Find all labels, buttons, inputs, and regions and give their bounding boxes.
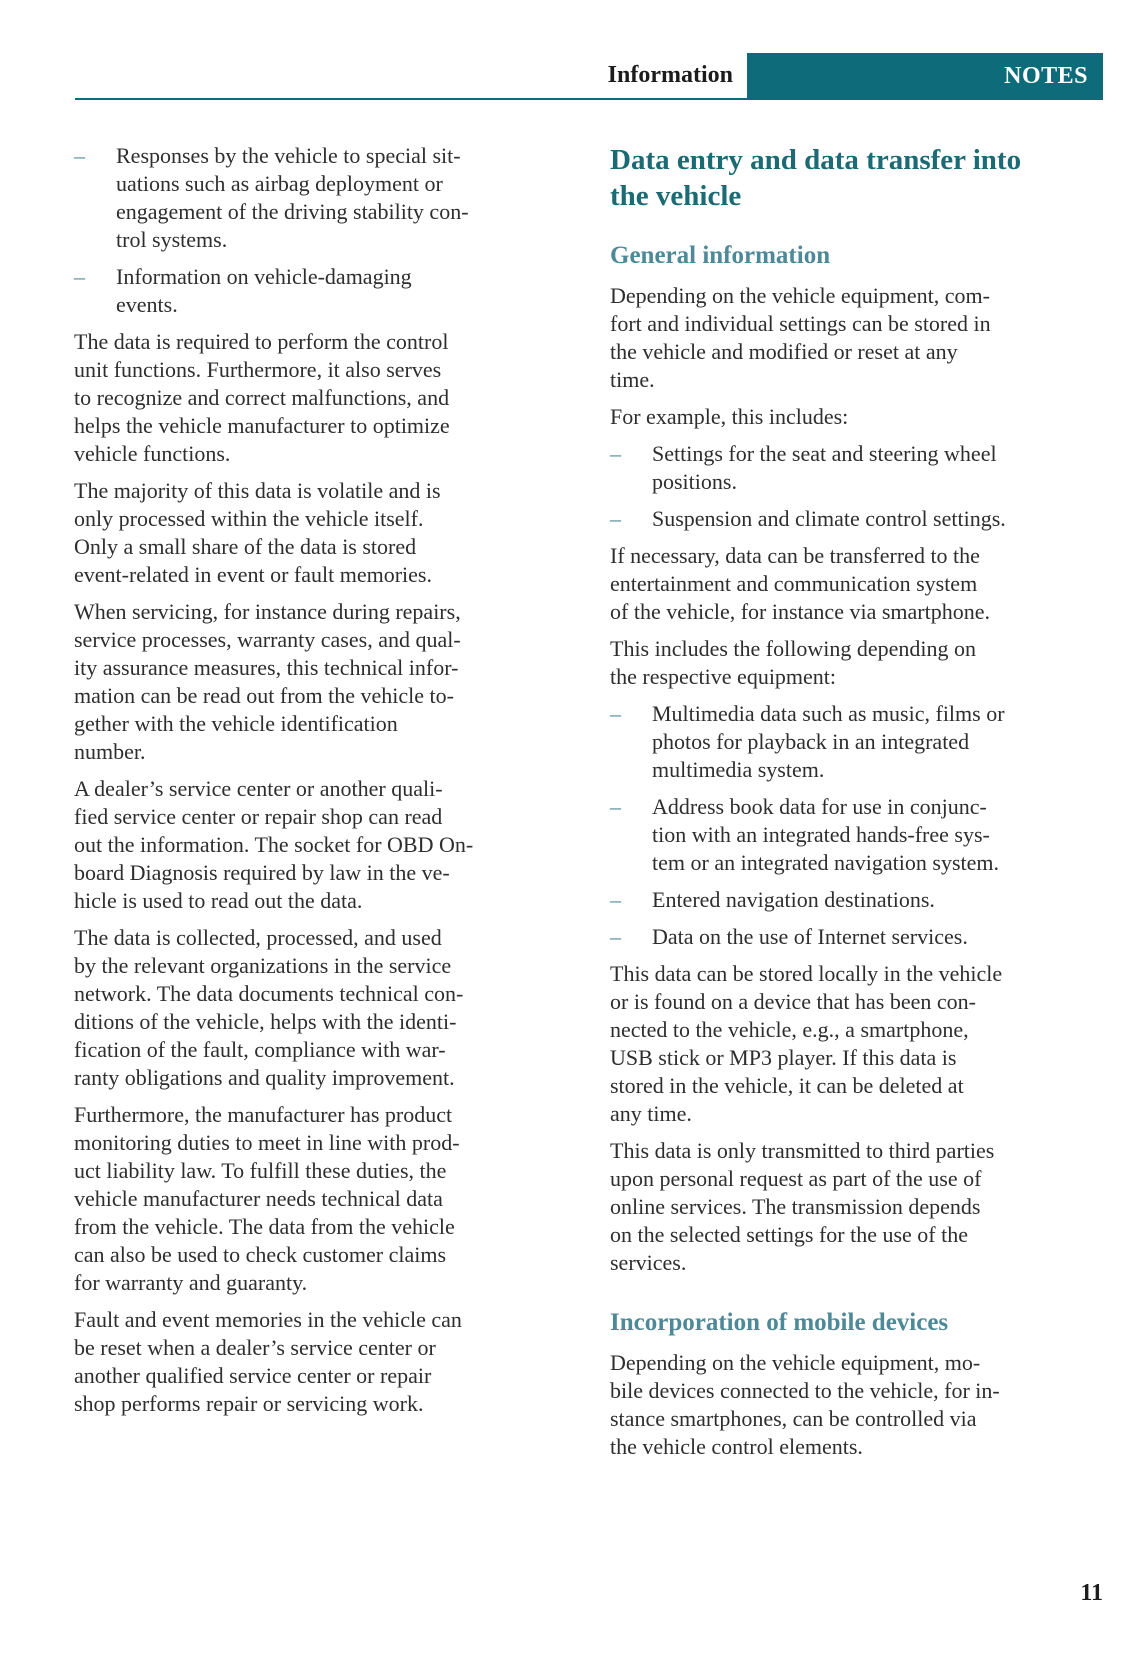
- dash-bullet-icon: –: [610, 794, 621, 819]
- list-item-text: Suspension and climate control settings.: [652, 506, 1006, 531]
- list-item: [610, 793, 1110, 877]
- list-item-text: Address book data for use in conjunc- tion with an integrated hands-free sys- tem or an integrated navigation system.: [652, 794, 1000, 875]
- paragraph: Depending on the vehicle equipment, mo- bile devices connected to the vehicle, for in- stance smartphones, can be controlled via the vehicle control elements.: [610, 1350, 1000, 1459]
- paragraph: Depending on the vehicle equipment, com- fort and individual settings can be stored in the vehicle and modified or reset at any time.: [610, 283, 991, 392]
- paragraph: This data can be stored locally in the vehicle or is found on a device that has been con- nected to the vehicle, e.g., a smartphone, USB stick or MP3 player. If this data is stored in the vehicle, it can be deleted at any time.: [610, 961, 1003, 1126]
- list-item: [74, 142, 574, 254]
- list-item-text: Data on the use of Internet services.: [652, 924, 968, 949]
- list-item: [610, 440, 1110, 496]
- dash-bullet-icon: –: [610, 441, 621, 466]
- dash-bullet-icon: –: [610, 506, 621, 531]
- list-item-text: Entered navigation destinations.: [652, 887, 935, 912]
- paragraph: If necessary, data can be transferred to the entertainment and communication system of the vehicle, for instance via smartphone.: [610, 543, 990, 624]
- dash-bullet-icon: –: [74, 143, 85, 168]
- list-item: [74, 263, 574, 319]
- paragraph: This includes the following depending on the respective equipment:: [610, 636, 976, 689]
- list-item: [610, 923, 1110, 951]
- paragraph: The data is required to perform the control unit functions. Furthermore, it also serves to recognize and correct malfunctions, and helps the vehicle manufacturer to optimize vehicle functions.: [74, 329, 450, 466]
- header-section-title: Information: [607, 62, 733, 88]
- paragraph: The data is collected, processed, and used by the relevant organizations in the service network. The data documents technical con- ditions of the vehicle, helps with the identi- fication of the fault, compliance with war- ranty obligations and quality improvement.: [74, 925, 464, 1090]
- paragraph: Furthermore, the manufacturer has product monitoring duties to meet in line with prod- uct liability law. To fulfill these duties, the vehicle manufacturer needs technical data from the vehicle. The data from the vehicle can also be used to check customer claims for warranty and guaranty.: [74, 1102, 460, 1295]
- notes-badge: NOTES: [747, 53, 1103, 100]
- dash-bullet-icon: –: [74, 264, 85, 289]
- list-item: [610, 886, 1110, 914]
- list-item: [610, 700, 1110, 784]
- header-rule: [75, 98, 747, 100]
- paragraph: The majority of this data is volatile and is only processed within the vehicle itself. Only a small share of the data is stored event-related in event or fault memories.: [74, 478, 441, 587]
- paragraph: This data is only transmitted to third parties upon personal request as part of the use of online services. The transmission depends on the selected settings for the use of the services.: [610, 1138, 995, 1275]
- paragraph: Fault and event memories in the vehicle can be reset when a dealer’s service center or another qualified service center or repair shop performs repair or servicing work.: [74, 1307, 462, 1416]
- paragraph: A dealer’s service center or another quali- fied service center or repair shop can read out the information. The socket for OBD On- board Diagnosis required by law in the ve- hicle is used to read out the data.: [74, 776, 474, 913]
- paragraph: For example, this includes:: [610, 404, 849, 429]
- list-item-text: Settings for the seat and steering wheel positions.: [652, 441, 997, 494]
- list-item: [610, 505, 1110, 533]
- list-item-text: Information on vehicle-damaging events.: [116, 264, 412, 317]
- paragraph: When servicing, for instance during repairs, service processes, warranty cases, and qual- ity assurance measures, this technical infor- mation can be read out from the vehicle to- gether with the vehicle identification number.: [74, 599, 461, 764]
- list-item-text: Responses by the vehicle to special sit- uations such as airbag deployment or engagement of the driving stability con- trol systems.: [116, 143, 469, 252]
- subsection-heading-general-information: General information: [610, 242, 831, 269]
- page-number: 11: [1080, 1580, 1103, 1606]
- dash-bullet-icon: –: [610, 887, 621, 912]
- section-heading: Data entry and data transfer into the vehicle: [610, 144, 1022, 212]
- list-item-text: Multimedia data such as music, films or photos for playback in an integrated multimedia system.: [652, 701, 1005, 782]
- right-column: [610, 142, 1110, 1470]
- subsection-heading-incorporation-of-mobile-devices: Incorporation of mobile devices: [610, 1309, 949, 1336]
- left-column: [74, 142, 574, 1427]
- dash-bullet-icon: –: [610, 924, 621, 949]
- dash-bullet-icon: –: [610, 701, 621, 726]
